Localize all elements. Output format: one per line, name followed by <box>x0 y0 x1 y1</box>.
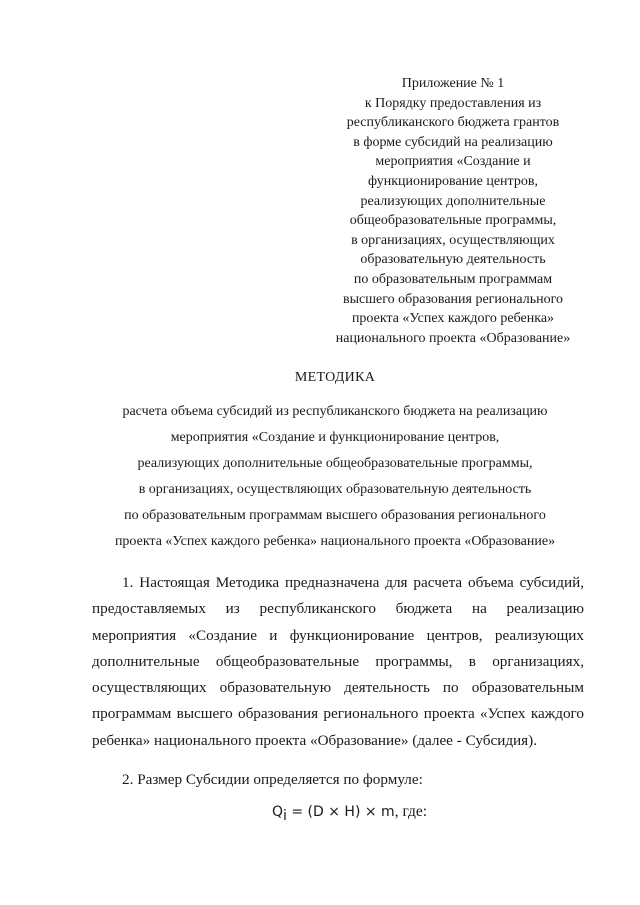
subtitle-line: проекта «Успех каждого ребенка» национального проекта «Образование» <box>114 534 556 549</box>
paragraph-line: программам высшего образования регионального проекта «Успех каждого <box>92 705 584 723</box>
formula-rhs: = (D × H) × m <box>286 804 395 820</box>
appendix-line: реализующих дополнительные <box>360 193 546 209</box>
appendix-line: Приложение № 1 <box>401 76 505 91</box>
subtitle-line: мероприятия «Создание и функционирование центров, <box>170 430 500 445</box>
paragraph-line: предоставляемых из республиканского бюджета на реализацию <box>92 600 584 618</box>
appendix-line: мероприятия «Создание и <box>375 154 531 170</box>
paragraph-line: осуществляющих образовательную деятельность по образовательным <box>92 679 584 697</box>
appendix-line: республиканского бюджета грантов <box>346 115 560 131</box>
formula-lhs-subscript: i <box>283 808 287 825</box>
paragraph-line: 1. Настоящая Методика предназначена для расчета объема субсидий, <box>122 574 584 591</box>
subtitle-line: реализующих дополнительные общеобразовательные программы, <box>137 456 533 471</box>
document-title: МЕТОДИКА <box>294 370 376 385</box>
formula-suffix: , где: <box>394 803 428 820</box>
subsidy-formula <box>272 803 427 824</box>
appendix-line: образовательную деятельность <box>360 252 546 268</box>
paragraph-line: 2. Размер Субсидии определяется по формуле: <box>122 771 423 788</box>
paragraph-line: дополнительные общеобразовательные программы, в организациях, <box>92 652 584 670</box>
appendix-header <box>308 74 598 348</box>
document-subtitle <box>80 399 590 555</box>
appendix-line: национального проекта «Образование» <box>335 330 571 346</box>
appendix-line: общеобразовательные программы, <box>349 213 557 229</box>
paragraph-2 <box>92 767 584 793</box>
subtitle-line: по образовательным программам высшего образования регионального <box>124 508 546 523</box>
subtitle-line: в организациях, осуществляющих образовательную деятельность <box>138 482 532 497</box>
appendix-line: по образовательным программам <box>353 271 553 287</box>
paragraph-line: ребенка» национального проекта «Образование» (далее - Субсидия). <box>92 731 538 749</box>
subtitle-line: расчета объема субсидий из республиканского бюджета на реализацию <box>122 404 548 419</box>
paragraph-1 <box>92 570 584 754</box>
formula-lhs: Q <box>272 804 284 820</box>
appendix-line: функционирование центров, <box>368 173 538 189</box>
appendix-line: проекта «Успех каждого ребенка» <box>351 311 555 327</box>
appendix-line: высшего образования регионального <box>342 291 563 307</box>
appendix-line: в организациях, осуществляющих <box>351 232 555 248</box>
appendix-line: в форме субсидий на реализацию <box>353 134 553 150</box>
appendix-line: к Порядку предоставления из <box>364 95 542 111</box>
paragraph-line: мероприятия «Создание и функционирование центров, реализующих <box>92 626 584 644</box>
